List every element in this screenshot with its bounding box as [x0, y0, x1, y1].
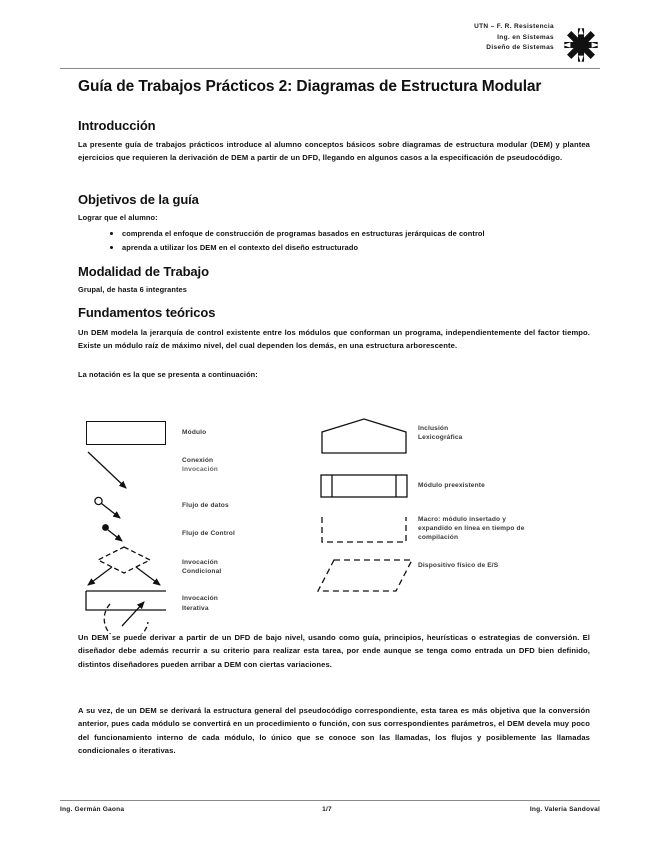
heading-objetivos: Objetivos de la guía [78, 192, 199, 207]
notation-label-macro-line1: Macro: módulo insertado y [418, 516, 507, 523]
notation-label-invocacion-condicional-line1: Invocación [182, 559, 218, 566]
heading-modalidad: Modalidad de Trabajo [78, 264, 209, 279]
notation-label-inclusion-line1: Inclusión [418, 425, 449, 432]
heading-fundamentos: Fundamentos teóricos [78, 305, 216, 320]
paragraph-introduccion: La presente guía de trabajos prácticos introduce al alumno conceptos básicos sobre diagramas de estructura modular (DEM) y plantea ejercicios que requieren la derivación de DEM a partir de un DFD, llegando en algunos casos a la especificación de pseudocódigo. [78, 140, 590, 163]
data-flow-arrow-icon [92, 494, 152, 524]
notation-label-macro-line3: compilación [418, 534, 459, 541]
footer-author-right: Ing. Valeria Sandoval [529, 806, 600, 813]
section-derivacion-2 [78, 704, 590, 758]
header-line-2: Ing. en Sistemas [497, 33, 554, 41]
section-fundamentos [78, 305, 590, 381]
notation-label-macro-line2: expandido en línea en tiempo de [418, 525, 525, 532]
notation-label-invocacion-iterativa-line2: Iterativa [182, 605, 209, 612]
objetivos-list [78, 227, 590, 254]
page-footer [60, 806, 600, 813]
paragraph-derivacion-2: A su vez, de un DEM se derivará la estructura general del pseudocódigo correspondiente, esta tarea es más objetiva que la conversión anterior, pues cada módulo se convertirá en un procedimiento o función, con sus correspondientes parámetros, el DEM devela muy poco del funcionamiento interno de cada módulo, lo único que se conoce son las llamadas, los flujos y posiblemente las llamadas condicionales o iterativas. [78, 706, 590, 756]
physical-io-device-parallelogram-icon [316, 557, 416, 597]
section-objetivos [78, 192, 590, 254]
section-modalidad [78, 264, 590, 296]
header-line-3: Diseño de Sistemas [486, 44, 554, 51]
list-item: aprenda a utilizar los DEM en el contexto del diseño estructurado [122, 241, 590, 255]
section-introduccion [78, 118, 590, 165]
footer-author-left: Ing. Germán Gaona [60, 806, 125, 813]
lexicographic-inclusion-pentagon-icon [320, 417, 408, 455]
header-institution-text [474, 22, 554, 54]
footer-divider [60, 800, 600, 801]
page-title: Guía de Trabajos Prácticos 2: Diagramas de Estructura Modular [78, 78, 542, 95]
page-header [60, 22, 600, 66]
footer-page-number: 1/7 [322, 806, 332, 813]
objetivos-lead: Lograr que el alumno: [78, 213, 158, 222]
notation-label-flujo-datos: Flujo de datos [182, 502, 229, 509]
notation-label-preexistente: Módulo preexistente [418, 482, 485, 489]
notation-label-conexion-line2: Invocación [182, 466, 218, 473]
notation-label-invocacion-iterativa-line1: Invocación [182, 595, 218, 602]
paragraph-fundamentos: Un DEM modela la jerarquía de control existente entre los módulos que conforman un programa, independientemente del factor tiempo. Existe un módulo raíz de máximo nivel, del cual dependen los demás, en una estructura arborescente. [78, 328, 590, 351]
fundamentos-lead: La notación es la que se presenta a continuación: [78, 369, 258, 379]
section-derivacion [78, 631, 590, 671]
header-divider [60, 68, 600, 69]
paragraph-derivacion-1: Un DEM se puede derivar a partir de un DFD de bajo nivel, usando como guía, principios, heurísticas o estrategias de conversión. El diseñador debe además recurrir a su criterio para realizar esta tarea, por ende aunque se tenga como entrada un DFD bien definido, distintos diseñadores pueden arribar a DEM con ciertas variaciones. [78, 633, 590, 669]
module-rectangle-icon [86, 421, 166, 445]
modalidad-text: Grupal, de hasta 6 integrantes [78, 285, 187, 294]
notation-diagram [78, 412, 590, 617]
notation-label-dispositivo: Dispositivo físico de E/S [418, 562, 499, 569]
notation-label-flujo-control: Flujo de Control [182, 530, 235, 537]
macro-module-dashed-icon [320, 516, 408, 544]
header-line-1: UTN – F. R. Resistencia [474, 23, 554, 30]
iterative-invocation-arc-icon [82, 588, 186, 634]
notation-label-inclusion-line2: Lexicográfica [418, 434, 463, 441]
utn-sun-logo-icon [562, 26, 600, 64]
notation-label-invocacion-condicional-line2: Condicional [182, 568, 222, 575]
connection-arrow-icon [78, 448, 178, 496]
preexisting-module-icon [320, 474, 408, 498]
heading-introduccion: Introducción [78, 118, 156, 133]
notation-label-modulo: Módulo [182, 429, 207, 436]
notation-label-conexion-line1: Conexión [182, 457, 214, 464]
list-item: comprenda el enfoque de construcción de programas basados en estructuras jerárquicas de control [122, 227, 590, 241]
conditional-invocation-diamond-icon [78, 543, 178, 591]
